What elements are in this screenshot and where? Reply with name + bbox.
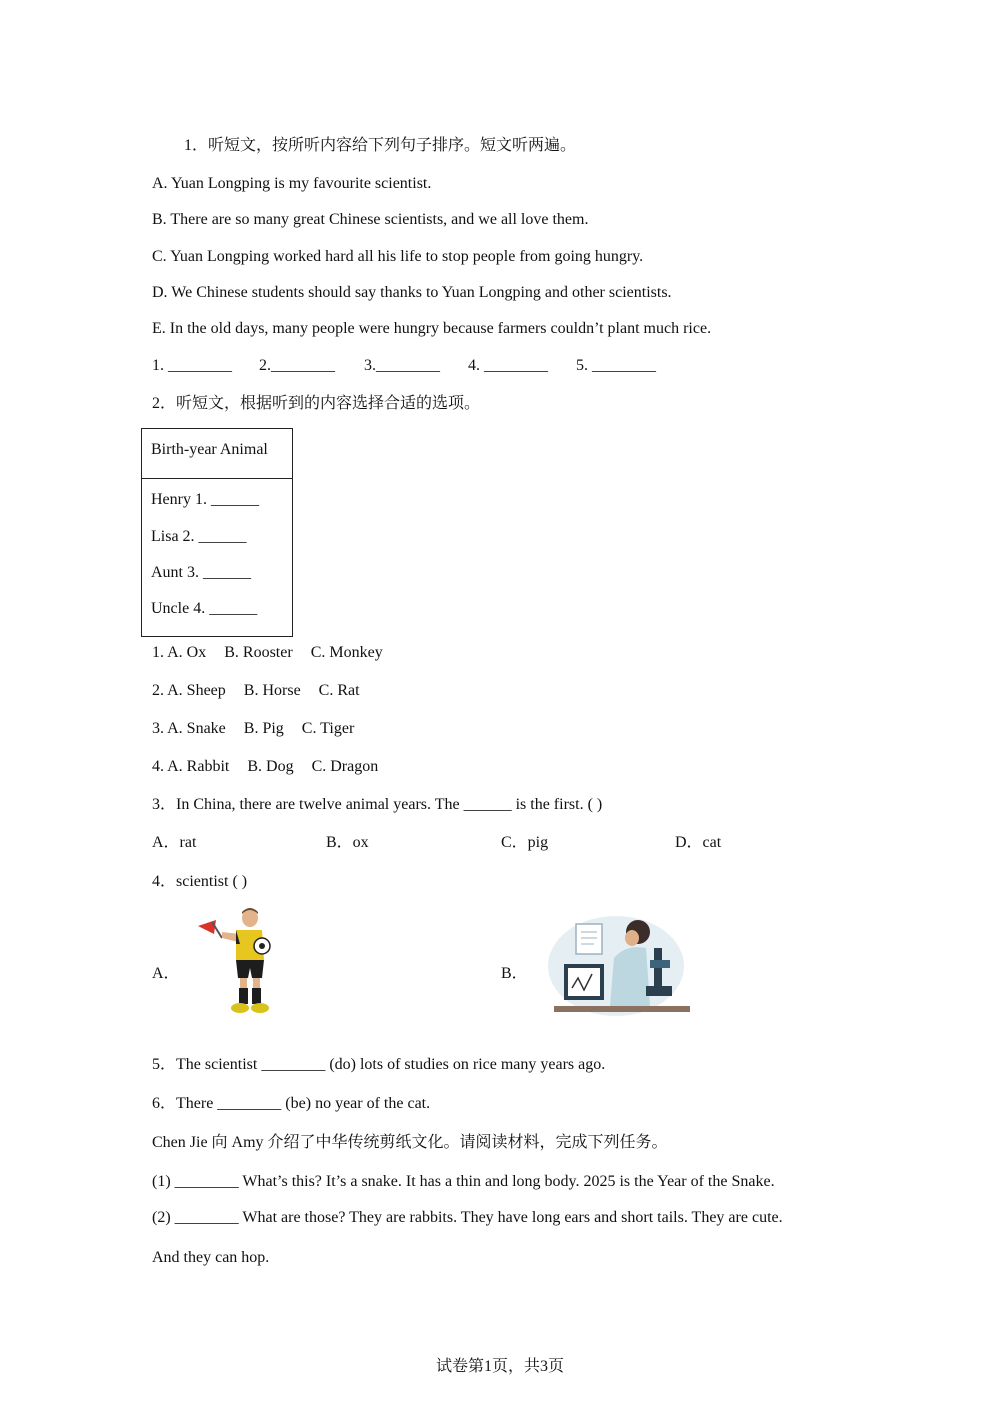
option: C. Dragon [311, 758, 379, 775]
table-row-aunt: Aunt 3. ______ [151, 564, 251, 581]
q3-choice-c: C．pig [501, 834, 549, 851]
birth-year-table [141, 428, 293, 637]
q3-choice-d: D．cat [675, 834, 722, 851]
reading-paragraph-1: (1) ________ What’s this? It’s a snake. It has a thin and long body. 2025 is the Year of the Snake. [152, 1173, 775, 1190]
q1-blank-2: 2.________ [259, 357, 335, 374]
q1-sentence-c: C. Yuan Longping worked hard all his life to stop people from going hungry. [152, 248, 644, 265]
option: B. Horse [243, 682, 301, 699]
reading-intro: Chen Jie 向 Amy 介绍了中华传统剪纸文化。请阅读材料，完成下列任务。 [152, 1134, 668, 1151]
q1-sentence-b: B. There are so many great Chinese scientists, and we all love them. [152, 211, 589, 228]
q1-title: 1．听短文，按所听内容给下列句子排序。短文听两遍。 [184, 137, 577, 154]
q2-options-3 [152, 719, 354, 739]
q3-choice-b: B．ox [326, 834, 369, 851]
q1-blank-5: 5. ________ [576, 357, 656, 374]
q2-options-4 [152, 757, 378, 777]
q1-blank-3: 3.________ [364, 357, 440, 374]
option: C. Monkey [310, 644, 383, 661]
reading-paragraph-2: (2) ________ What are those? They are rabbits. They have long ears and short tails. They are cute. [152, 1209, 783, 1226]
scientist-image [546, 908, 692, 1018]
q1-sentence-a: A. Yuan Longping is my favourite scientist. [152, 175, 432, 192]
option: 3. A. Snake [152, 720, 226, 737]
reading-paragraph-2-continued: And they can hop. [152, 1249, 270, 1266]
option: C. Rat [318, 682, 360, 699]
option: B. Dog [247, 758, 294, 775]
option: C. Tiger [301, 720, 355, 737]
table-row-lisa: Lisa 2. ______ [151, 528, 247, 545]
q2-options-1 [152, 643, 383, 663]
page-footer: 试卷第1页，共3页 [435, 1358, 564, 1375]
q1-blank-1: 1. ________ [152, 357, 232, 374]
q1-sentence-d: D. We Chinese students should say thanks to Yuan Longping and other scientists. [152, 284, 672, 301]
q1-sentence-e: E. In the old days, many people were hungry because farmers couldn’t plant much rice. [152, 320, 712, 337]
q4-label-a: A． [152, 965, 180, 982]
q6-stem: 6．There ________ (be) no year of the cat. [152, 1095, 431, 1112]
table-row-henry: Henry 1. ______ [151, 491, 259, 508]
q3-stem: 3．In China, there are twelve animal years. The ______ is the first. ( ) [152, 796, 603, 813]
q5-stem: 5．The scientist ________ (do) lots of studies on rice many years ago. [152, 1056, 606, 1073]
option: B. Rooster [224, 644, 293, 661]
table-header: Birth-year Animal [151, 441, 268, 458]
referee-image [192, 904, 276, 1018]
q4-label-b: B． [501, 965, 528, 982]
q2-title: 2．听短文，根据听到的内容选择合适的选项。 [152, 395, 481, 412]
option: B. Pig [243, 720, 284, 737]
q2-options-2 [152, 681, 360, 701]
table-row-uncle: Uncle 4. ______ [151, 600, 258, 617]
table-divider [142, 478, 292, 479]
option: 4. A. Rabbit [152, 758, 230, 775]
q3-choice-a: A．rat [152, 834, 197, 851]
q1-blank-4: 4. ________ [468, 357, 548, 374]
q4-stem: 4．scientist ( ) [152, 873, 248, 890]
option: 2. A. Sheep [152, 682, 226, 699]
option: 1. A. Ox [152, 644, 207, 661]
